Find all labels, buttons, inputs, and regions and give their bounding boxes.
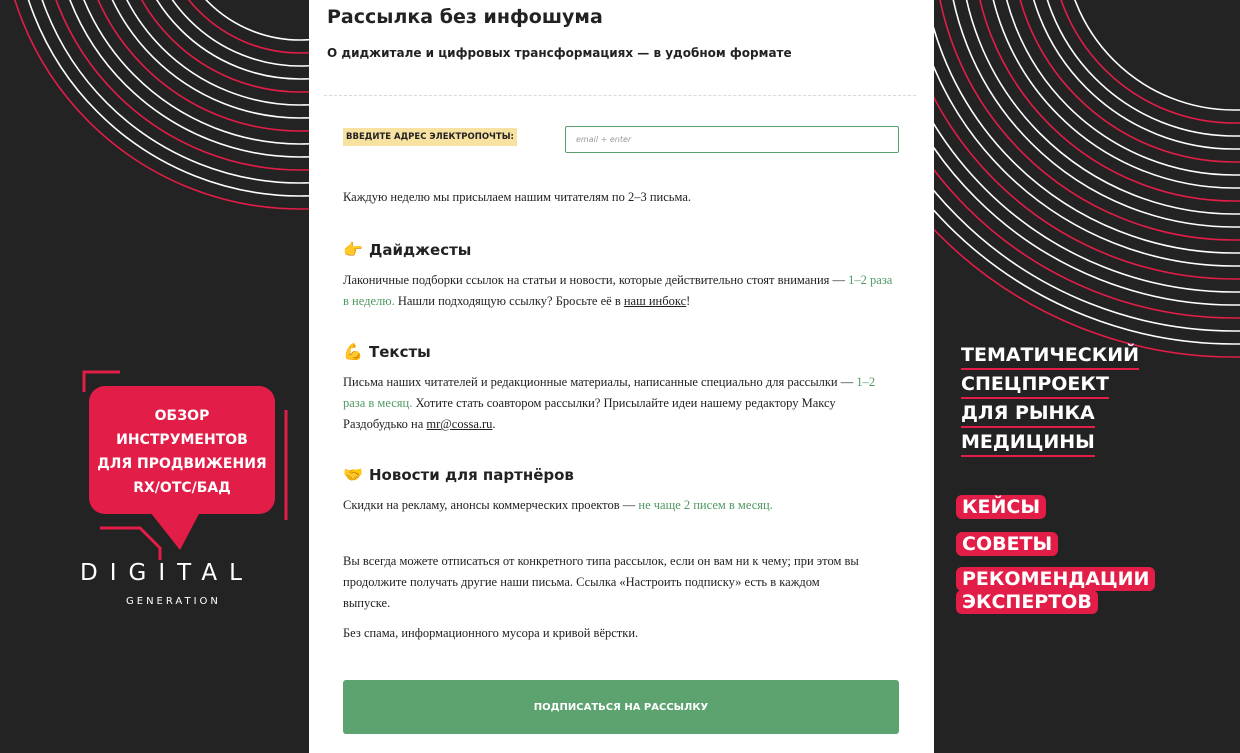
section-text: Скидки на рекламу, анонсы коммерческих проектов —: [343, 498, 639, 512]
pointing-hand-icon: 👉: [343, 240, 363, 259]
tag-recommendations: [956, 567, 1155, 591]
email-label: ВВЕДИТЕ АДРЕС ЭЛЕКТРОПОЧТЫ:: [343, 128, 517, 146]
promo-line: ИНСТРУМЕНТОВ: [116, 432, 248, 448]
tag-text: ЭКСПЕРТОВ: [956, 590, 1098, 614]
flexed-biceps-icon: 💪: [343, 342, 363, 361]
promo-text: [89, 404, 275, 500]
topic-text: СПЕЦПРОЕКТ: [961, 372, 1109, 399]
tag-cases: [956, 495, 1046, 519]
frequency-highlight: 1–2 раза в месяц.: [343, 375, 876, 410]
promo-line: ОБЗОР: [154, 408, 210, 424]
topic-line: [961, 428, 1095, 457]
topic-text: ДЛЯ РЫНКА: [961, 401, 1095, 428]
left-promo-banner[interactable]: [0, 0, 309, 753]
brand-subtitle: GENERATION: [126, 596, 221, 607]
frequency-highlight: 1–2 раза в неделю.: [343, 273, 893, 308]
arc: [934, 0, 1240, 266]
section-heading-texts: [343, 342, 431, 361]
topic-text: ТЕМАТИЧЕСКИЙ: [961, 343, 1139, 370]
section-title: Дайджесты: [369, 240, 472, 259]
arc: [1064, 0, 1240, 110]
no-spam-text: Без спама, информационного мусора и кривой вёрстки.: [343, 626, 639, 640]
section-text: Лаконичные подборки ссылок на статьи и новости, которые действительно стоят внимания —: [343, 273, 849, 287]
arc: [934, 0, 1240, 253]
arc: [960, 0, 1240, 214]
tag-text: РЕКОМЕНДАЦИИ: [956, 567, 1155, 591]
section-text: Хотите стать соавтором рассылки? Присылайте идеи нашему редактору Максу Раздобудько на: [343, 396, 836, 431]
tag-tips: [956, 532, 1058, 556]
section-text: Нашли подходящую ссылку? Бросьте её в: [394, 294, 624, 308]
section-text: !: [686, 294, 691, 308]
section-text-partners: [343, 495, 899, 516]
speech-bubble-outline: [0, 0, 309, 753]
section-text: .: [492, 417, 496, 431]
inbox-link[interactable]: наш инбокс: [623, 294, 687, 308]
topic-line: [961, 399, 1095, 428]
unsubscribe-note: Вы всегда можете отписаться от конкретного типа рассылок, если он вам ни к чему; при этом вы продолжите получать другие наши письма. Ссылка «Настроить подписку» есть в каждом выпуске.: [343, 554, 859, 610]
frequency-highlight: не чаще 2 писем в месяц.: [638, 498, 773, 512]
arc: [973, 0, 1240, 201]
section-text-digests: [343, 270, 899, 312]
topic-text: МЕДИЦИНЫ: [961, 430, 1095, 457]
tag-text: КЕЙСЫ: [956, 495, 1046, 519]
handshake-icon: 🤝: [343, 465, 363, 484]
tag-experts: [956, 590, 1098, 614]
subscribe-button[interactable]: ПОДПИСАТЬСЯ НА РАССЫЛКУ: [343, 680, 899, 734]
section-title: Тексты: [369, 342, 431, 361]
section-heading-digests: [343, 240, 471, 259]
topic-line: [961, 370, 1109, 399]
arc: [934, 0, 1240, 240]
intro-text: Каждую неделю мы присылаем нашим читателям по 2–3 письма.: [343, 190, 691, 204]
promo-line: RX/OTC/БАД: [133, 480, 231, 496]
section-text-texts: [343, 372, 899, 435]
brand-logo: DIGITAL: [80, 560, 254, 586]
section-heading-partners: [343, 465, 574, 484]
section-title: Новости для партнёров: [369, 465, 574, 484]
email-input[interactable]: [565, 126, 899, 153]
page-subtitle: О диджитале и цифровых трансформациях — в удобном формате: [327, 46, 792, 60]
divider: [324, 95, 916, 96]
topic-line: [961, 341, 1139, 370]
section-text: Письма наших читателей и редакционные материалы, написанные специально для рассылки —: [343, 375, 857, 389]
newsletter-panel: [309, 0, 934, 753]
editor-email-link[interactable]: mr@cossa.ru: [426, 417, 493, 431]
promo-line: ДЛЯ ПРОДВИЖЕНИЯ: [97, 456, 267, 472]
page-title: Рассылка без инфошума: [327, 6, 603, 28]
right-promo-banner[interactable]: [934, 0, 1240, 753]
tag-text: СОВЕТЫ: [956, 532, 1058, 556]
